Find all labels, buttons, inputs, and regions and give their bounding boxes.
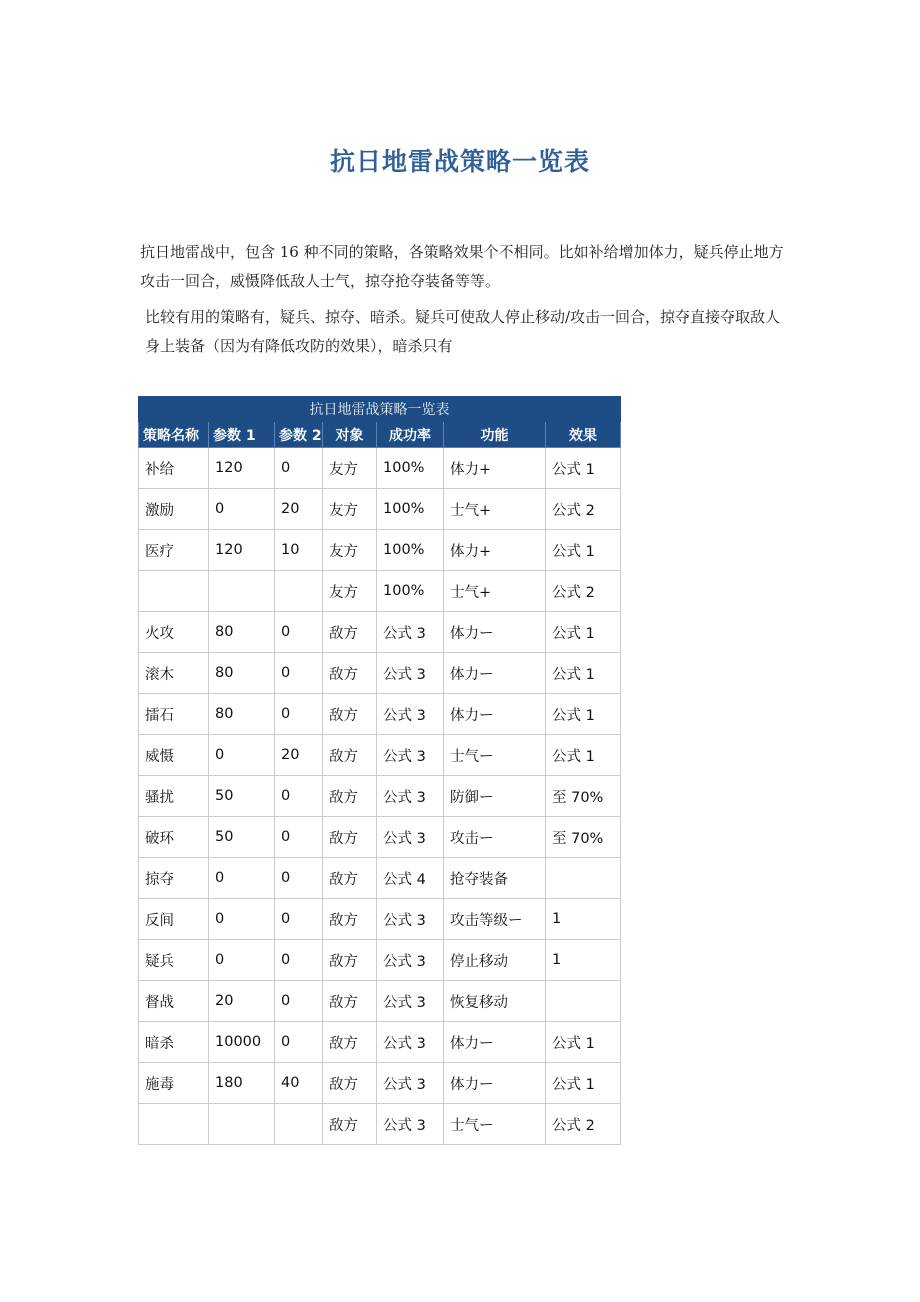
table-row [139,489,621,530]
table-cell: 敌方 [323,612,377,653]
table-cell: 火攻 [139,612,209,653]
table-cell: 友方 [323,530,377,571]
table-cell: 20 [275,489,323,530]
table-cell: 士气+ [444,571,546,612]
table-cell: 公式 3 [377,981,444,1022]
table-row [139,694,621,735]
table-cell: 补给 [139,448,209,489]
table-cell: 公式 2 [546,1104,621,1145]
table-cell: 至 70% [546,776,621,817]
table-cell: 公式 4 [377,858,444,899]
table-cell: 滚木 [139,653,209,694]
table-cell: 180 [209,1063,275,1104]
table-cell: 敌方 [323,694,377,735]
table-cell: 公式 1 [546,735,621,776]
table-cell: 敌方 [323,899,377,940]
table-cell: 士气+ [444,489,546,530]
table-cell: 擂石 [139,694,209,735]
table-cell: 停止移动 [444,940,546,981]
table-cell [209,1104,275,1145]
table-cell: 0 [209,489,275,530]
table-cell: 公式 1 [546,448,621,489]
table-cell: 0 [275,653,323,694]
column-header: 成功率 [377,422,444,448]
table-cell: 恢复移动 [444,981,546,1022]
table-cell: 至 70% [546,817,621,858]
table-row [139,899,621,940]
table-row [139,817,621,858]
table-cell: 体力ー [444,1063,546,1104]
table-cell: 激励 [139,489,209,530]
table-cell: 0 [209,735,275,776]
table-cell: 1 [546,899,621,940]
table-cell: 敌方 [323,653,377,694]
table-cell: 公式 1 [546,612,621,653]
table-cell: 反间 [139,899,209,940]
table-cell [209,571,275,612]
strategy-table [138,396,621,1145]
table-cell: 公式 1 [546,653,621,694]
table-cell: 敌方 [323,1063,377,1104]
table-cell: 公式 3 [377,612,444,653]
table-cell: 20 [209,981,275,1022]
table-cell: 公式 1 [546,1063,621,1104]
table-cell: 暗杀 [139,1022,209,1063]
table-cell: 0 [275,981,323,1022]
table-cell: 医疗 [139,530,209,571]
table-cell: 体力ー [444,653,546,694]
table-cell: 公式 3 [377,1022,444,1063]
column-header: 功能 [444,422,546,448]
table-cell: 0 [275,940,323,981]
table-cell: 80 [209,694,275,735]
table-cell: 公式 3 [377,940,444,981]
table-row [139,653,621,694]
table-cell: 体力ー [444,612,546,653]
table-cell: 100% [377,571,444,612]
table-cell: 0 [209,858,275,899]
page-title: 抗日地雷战策略一览表 [329,147,590,176]
table-cell: 公式 3 [377,1063,444,1104]
table-cell: 公式 3 [377,899,444,940]
table-cell: 10 [275,530,323,571]
column-header: 参数 2 [275,422,323,448]
useful-strategies-paragraph: 比较有用的策略有，疑兵、掠夺、暗杀。疑兵可使敌人停止移动/攻击一回合，掠夺直接夺取敌人身上装备（因为有降低攻防的效果），暗杀只有 [145,308,781,355]
table-cell: 体力+ [444,448,546,489]
table-row [139,981,621,1022]
table-cell: 公式 3 [377,653,444,694]
table-cell: 施毒 [139,1063,209,1104]
table-cell [275,1104,323,1145]
table-cell: 公式 3 [377,776,444,817]
table-cell: 100% [377,448,444,489]
table-cell: 破环 [139,817,209,858]
strategy-table-container [138,396,620,1145]
table-cell: 敌方 [323,858,377,899]
table-cell: 攻击等级ー [444,899,546,940]
table-row [139,776,621,817]
table-body [139,448,621,1145]
table-cell: 公式 1 [546,530,621,571]
table-cell: 友方 [323,448,377,489]
table-cell: 公式 3 [377,694,444,735]
table-cell: 公式 2 [546,489,621,530]
table-cell [139,1104,209,1145]
table-cell: 督战 [139,981,209,1022]
table-cell: 40 [275,1063,323,1104]
table-cell: 疑兵 [139,940,209,981]
table-cell [139,571,209,612]
table-cell: 公式 1 [546,694,621,735]
table-cell: 0 [209,940,275,981]
table-cell: 公式 3 [377,817,444,858]
table-cell: 0 [275,694,323,735]
table-cell: 80 [209,612,275,653]
table-cell: 公式 2 [546,571,621,612]
table-row [139,1022,621,1063]
table-cell [546,858,621,899]
table-cell: 敌方 [323,817,377,858]
table-cell: 抢夺装备 [444,858,546,899]
table-cell: 公式 3 [377,735,444,776]
table-row [139,940,621,981]
table-cell: 攻击ー [444,817,546,858]
table-cell: 50 [209,776,275,817]
table-cell: 120 [209,448,275,489]
table-cell: 敌方 [323,1022,377,1063]
table-cell: 0 [275,858,323,899]
table-cell: 100% [377,489,444,530]
table-cell: 骚扰 [139,776,209,817]
table-cell [275,571,323,612]
table-cell: 体力+ [444,530,546,571]
table-row [139,858,621,899]
table-row [139,571,621,612]
column-header: 策略名称 [139,422,209,448]
table-cell: 0 [209,899,275,940]
table-cell: 公式 1 [546,1022,621,1063]
table-header-row [139,422,621,448]
table-cell: 敌方 [323,940,377,981]
table-cell: 80 [209,653,275,694]
table-cell: 掠夺 [139,858,209,899]
table-cell: 0 [275,1022,323,1063]
table-row [139,735,621,776]
table-cell: 0 [275,448,323,489]
table-cell: 100% [377,530,444,571]
column-header: 参数 1 [209,422,275,448]
table-cell: 士气ー [444,735,546,776]
table-cell: 0 [275,612,323,653]
table-cell: 防御ー [444,776,546,817]
column-header: 效果 [546,422,621,448]
column-header: 对象 [323,422,377,448]
table-cell: 敌方 [323,776,377,817]
table-cell: 0 [275,817,323,858]
table-row [139,530,621,571]
table-cell: 体力ー [444,1022,546,1063]
table-row [139,1063,621,1104]
table-caption: 抗日地雷战策略一览表 [139,397,621,422]
table-cell: 0 [275,776,323,817]
table-cell: 50 [209,817,275,858]
table-cell: 10000 [209,1022,275,1063]
table-cell: 威慑 [139,735,209,776]
table-row [139,612,621,653]
table-cell: 敌方 [323,981,377,1022]
table-row [139,1104,621,1145]
table-row [139,448,621,489]
table-cell: 体力ー [444,694,546,735]
table-cell: 公式 3 [377,1104,444,1145]
table-cell: 20 [275,735,323,776]
table-cell: 120 [209,530,275,571]
table-cell: 友方 [323,571,377,612]
table-cell: 敌方 [323,1104,377,1145]
table-cell: 友方 [323,489,377,530]
table-cell: 士气ー [444,1104,546,1145]
table-cell: 0 [275,899,323,940]
table-cell: 1 [546,940,621,981]
table-cell [546,981,621,1022]
intro-paragraph: 抗日地雷战中，包含 16 种不同的策略，各策略效果个不相同。比如补给增加体力，疑兵停止地方攻击一回合，威慑降低敌人士气，掠夺抢夺装备等等。 [140,243,784,290]
table-cell: 敌方 [323,735,377,776]
